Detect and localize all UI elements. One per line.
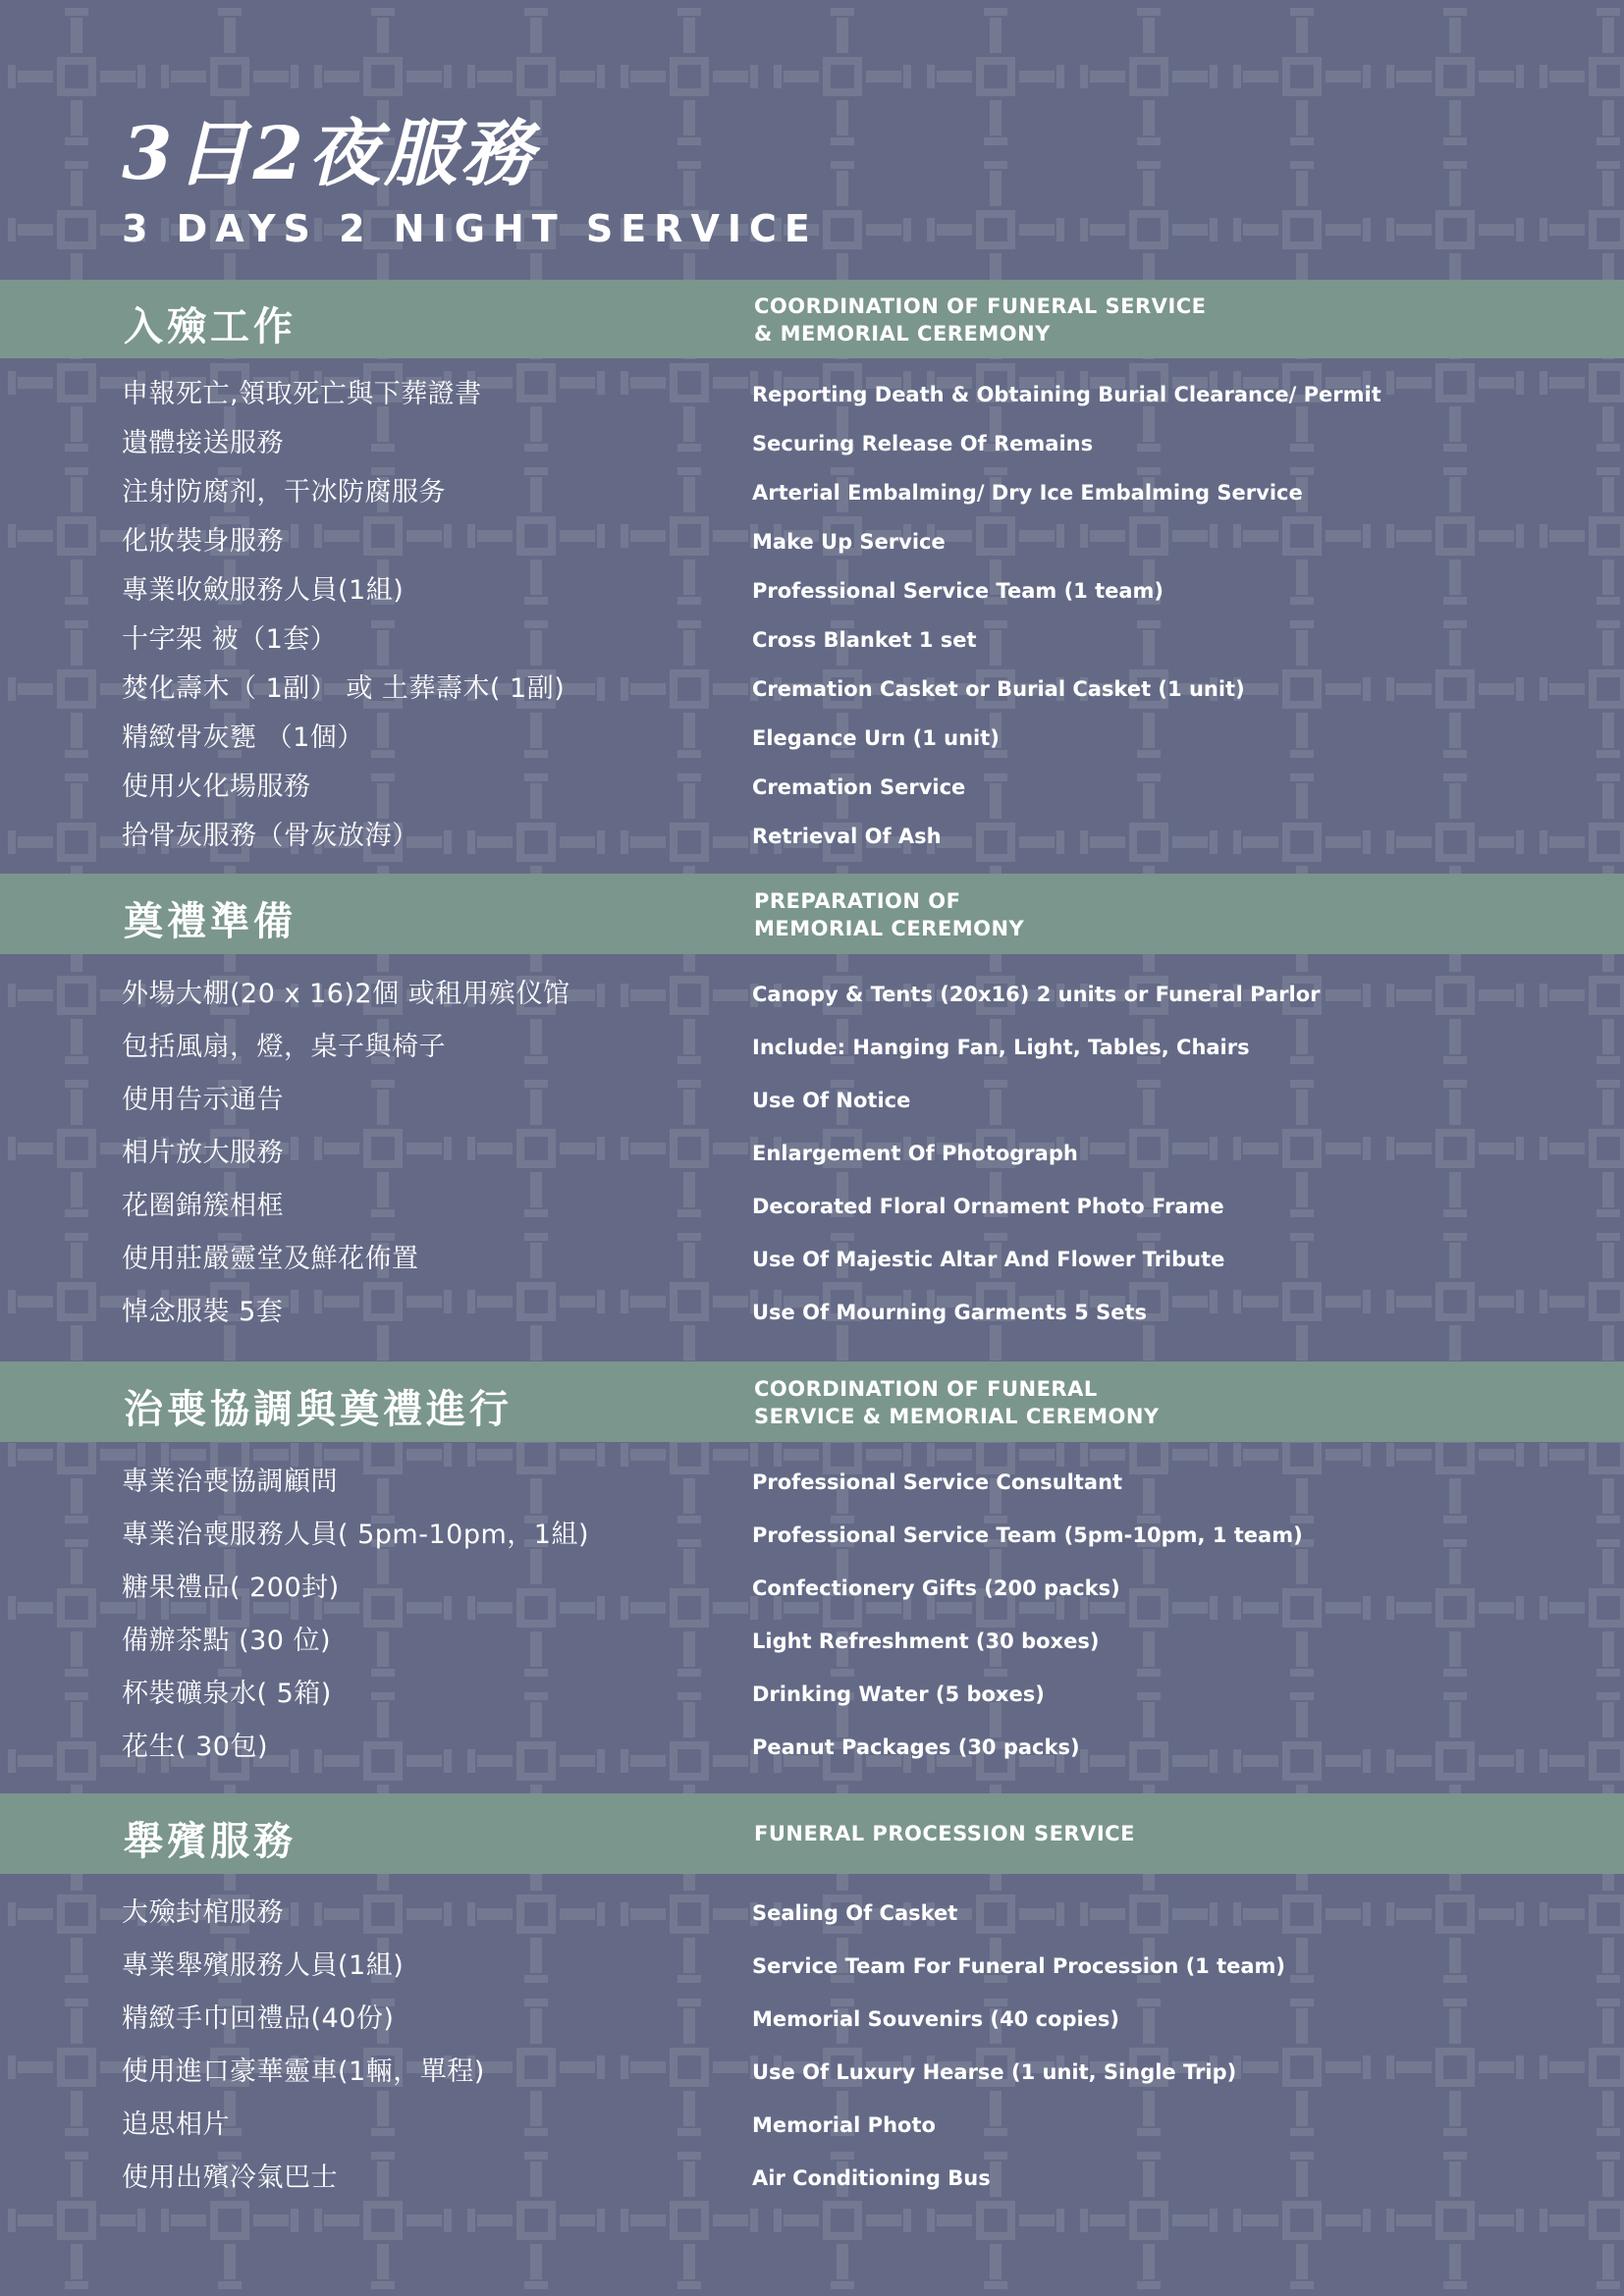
item-zh: 包括風扇，燈，桌子與椅子 <box>122 1032 446 1062</box>
section-band-ceremony-prep <box>0 874 1624 954</box>
list-item <box>0 714 1624 763</box>
item-zh: 花圈錦簇相框 <box>122 1191 284 1221</box>
list-item <box>0 1723 1624 1772</box>
section-title-en <box>754 887 1024 942</box>
list-item <box>0 468 1624 517</box>
item-en: Air Conditioning Bus <box>752 2166 991 2190</box>
item-zh: 注射防腐剂，干冰防腐服务 <box>122 477 446 507</box>
item-zh: 使用出殯冷氣巴士 <box>122 2163 338 2193</box>
item-en: Professional Service Team (5pm-10pm, 1 team) <box>752 1523 1303 1547</box>
list-item <box>0 2154 1624 2203</box>
item-zh: 申報死亡,領取死亡與下葬證書 <box>122 379 482 409</box>
list-item <box>0 1617 1624 1666</box>
list-item <box>0 970 1624 1019</box>
item-en: Professional Service Team (1 team) <box>752 579 1164 603</box>
item-en: Service Team For Funeral Procession (1 team) <box>752 1954 1286 1978</box>
list-item <box>0 566 1624 615</box>
item-zh: 專業舉殯服務人員(1組) <box>122 1950 405 1981</box>
list-item <box>0 517 1624 566</box>
list-item <box>0 1995 1624 2044</box>
item-en: Cremation Service <box>752 775 966 799</box>
item-en: Use Of Mourning Garments 5 Sets <box>752 1301 1147 1324</box>
section-title-zh: 入殮工作 <box>124 304 297 349</box>
item-zh: 花生( 30包) <box>122 1732 269 1762</box>
item-zh: 使用進口豪華靈車(1輛，單程) <box>122 2056 485 2087</box>
section-title-en-line1: COORDINATION OF FUNERAL SERVICE <box>754 294 1207 318</box>
item-zh: 使用莊嚴靈堂及鮮花佈置 <box>122 1244 419 1274</box>
list-item <box>0 1564 1624 1613</box>
item-zh: 糖果禮品( 200封) <box>122 1573 340 1603</box>
section-title-en-line1: COORDINATION OF FUNERAL <box>754 1377 1098 1401</box>
item-zh: 化妝裝身服務 <box>122 526 284 557</box>
section-title-en-line1: FUNERAL PROCESSION SERVICE <box>754 1822 1135 1845</box>
list-item <box>0 665 1624 714</box>
item-zh: 使用火化場服務 <box>122 772 311 802</box>
item-en: Memorial Souvenirs (40 copies) <box>752 2007 1120 2031</box>
item-en: Elegance Urn (1 unit) <box>752 726 1000 750</box>
item-en: Memorial Photo <box>752 2113 936 2137</box>
item-en: Confectionery Gifts (200 packs) <box>752 1576 1120 1600</box>
item-en: Decorated Floral Ornament Photo Frame <box>752 1195 1224 1218</box>
item-zh: 十字架 被（1套） <box>122 624 338 655</box>
item-en: Canopy & Tents (20x16) 2 units or Funeral Parlor <box>752 983 1321 1006</box>
list-item <box>0 2101 1624 2150</box>
list-item <box>0 1889 1624 1938</box>
item-en: Make Up Service <box>752 530 946 554</box>
section-title-en <box>754 293 1207 347</box>
item-en: Securing Release Of Remains <box>752 432 1094 455</box>
page-title-zh: 3日2夜服務 <box>122 112 537 196</box>
item-zh: 外場大棚(20 x 16)2個 或租用殡仪馆 <box>122 979 570 1009</box>
item-en: Use Of Majestic Altar And Flower Tribute <box>752 1248 1225 1271</box>
list-item <box>0 1129 1624 1178</box>
item-zh: 使用告示通告 <box>122 1085 284 1115</box>
item-zh: 拾骨灰服務（骨灰放海） <box>122 821 419 851</box>
item-en: Use Of Luxury Hearse (1 unit, Single Trip) <box>752 2060 1237 2084</box>
section-band-procession <box>0 1793 1624 1874</box>
section-title-zh: 舉殯服務 <box>124 1819 297 1864</box>
list-item <box>0 1458 1624 1507</box>
section-band-coordination <box>0 1362 1624 1442</box>
item-en: Sealing Of Casket <box>752 1901 958 1925</box>
item-en: Drinking Water (5 boxes) <box>752 1682 1045 1706</box>
item-en: Retrieval Of Ash <box>752 825 942 848</box>
list-item <box>0 1511 1624 1560</box>
item-zh: 杯裝礦泉水( 5箱) <box>122 1679 332 1709</box>
list-item <box>0 2048 1624 2097</box>
list-item <box>0 1076 1624 1125</box>
page-title-en: 3 DAYS 2 NIGHT SERVICE <box>122 207 818 250</box>
item-en: Include: Hanging Fan, Light, Tables, Chairs <box>752 1036 1250 1059</box>
item-en: Professional Service Consultant <box>752 1470 1123 1494</box>
item-en: Peanut Packages (30 packs) <box>752 1735 1080 1759</box>
item-zh: 遺體接送服務 <box>122 428 284 458</box>
section-title-zh: 奠禮準備 <box>124 899 297 944</box>
section-title-en <box>754 1375 1160 1430</box>
section-title-en <box>754 1820 1135 1847</box>
item-en: Use Of Notice <box>752 1089 911 1112</box>
item-zh: 相片放大服務 <box>122 1138 284 1168</box>
item-zh: 專業治喪協調顧問 <box>122 1467 338 1497</box>
list-item <box>0 1182 1624 1231</box>
section-title-en-line2: MEMORIAL CEREMONY <box>754 917 1025 940</box>
item-zh: 精緻骨灰甕 （1個） <box>122 722 364 753</box>
section-title-en-line1: PREPARATION OF <box>754 889 961 913</box>
list-item <box>0 812 1624 861</box>
item-en: Light Refreshment (30 boxes) <box>752 1629 1100 1653</box>
list-item <box>0 1670 1624 1719</box>
list-item <box>0 1023 1624 1072</box>
list-item <box>0 1942 1624 1991</box>
item-en: Cremation Casket or Burial Casket (1 unit) <box>752 677 1245 701</box>
section-band-encoffin <box>0 280 1624 358</box>
item-en: Cross Blanket 1 set <box>752 628 977 652</box>
item-en: Enlargement Of Photograph <box>752 1142 1078 1165</box>
page-header <box>122 112 818 250</box>
list-item <box>0 1288 1624 1337</box>
item-zh: 專業治喪服務人員( 5pm-10pm，1組) <box>122 1520 589 1550</box>
item-zh: 備辦茶點 (30 位) <box>122 1626 332 1656</box>
list-item <box>0 419 1624 468</box>
list-item <box>0 615 1624 665</box>
item-zh: 精緻手巾回禮品(40份) <box>122 2003 395 2034</box>
item-zh: 專業收斂服務人員(1組) <box>122 575 405 606</box>
list-item <box>0 763 1624 812</box>
section-title-en-line2: SERVICE & MEMORIAL CEREMONY <box>754 1405 1160 1428</box>
section-title-en-line2: & MEMORIAL CEREMONY <box>754 322 1051 346</box>
item-zh: 焚化壽木（ 1副） 或 土葬壽木( 1副) <box>122 673 566 704</box>
item-zh: 悼念服裝 5套 <box>122 1297 284 1327</box>
section-title-zh: 治喪協調與奠禮進行 <box>124 1387 513 1432</box>
item-zh: 大殮封棺服務 <box>122 1897 284 1928</box>
item-en: Reporting Death & Obtaining Burial Clearance/ Permit <box>752 383 1381 406</box>
item-en: Arterial Embalming/ Dry Ice Embalming Service <box>752 481 1303 505</box>
list-item <box>0 370 1624 419</box>
list-item <box>0 1235 1624 1284</box>
item-zh: 追思相片 <box>122 2109 230 2140</box>
